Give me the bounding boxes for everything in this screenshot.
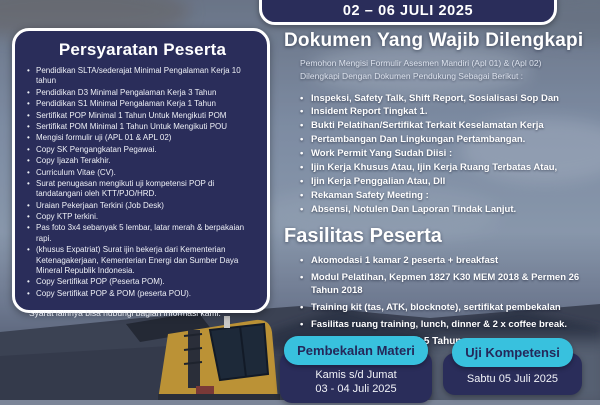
list-item: • Absensi, Notulen Dan Laporan Tindak Lanjut.	[300, 204, 586, 216]
list-item: • Copy Sertifikat POP & POM (peserta POU).	[27, 289, 258, 299]
list-item: • Modul Pelatihan, Kepmen 1827 K30 MEM 2018 & Permen 26 Tahun 2018	[300, 272, 586, 296]
list-item: • Copy Ijazah Terakhir.	[27, 156, 258, 166]
list-item: • Training kit (tas, ATK, blocknote), sertifikat pembekalan	[300, 302, 586, 314]
requirements-note: Syarat lainnya bisa hubungi bagian informasi kami.	[29, 308, 221, 319]
briefing-days: Kamis s/d Jumat	[315, 369, 397, 381]
list-item: • Pendidikan S1 Minimal Pengalaman Kerja 1 Tahun	[27, 99, 258, 109]
briefing-label: Pembekalan Materi	[297, 343, 415, 358]
list-item: • Inspeksi, Safety Talk, Shift Report, Sosialisasi Sop Dan	[300, 93, 586, 105]
requirements-title: Persyaratan Peserta	[58, 40, 227, 59]
documents-title: Dokumen Yang Wajib Dilengkapi	[284, 30, 584, 51]
list-item: • Copy Sertifikat POP (Peserta POM).	[27, 277, 258, 287]
exam-label: Uji Kompetensi	[465, 345, 560, 360]
list-item: • Ijin Kerja Khusus Atau, Ijin Kerja Ruang Terbatas Atau,	[300, 162, 586, 174]
list-item: • Pertambangan Dan Lingkungan Pertambangan.	[300, 134, 586, 146]
list-item: • Sertifikat POP Minimal 1 Tahun Untuk Mengikuti POM	[27, 111, 258, 121]
right-column	[284, 30, 586, 347]
list-item: • (khusus Expatriat) Surat ijin bekerja dari Kementerian Ketenagakerjaan, Kementerian Energi dan Sumber Daya Mineral Republik Indonesia.	[27, 245, 258, 276]
requirements-list	[27, 66, 258, 299]
facilities-title: Fasilitas Peserta	[284, 225, 442, 248]
facilities-list	[300, 255, 586, 331]
date-range-text: 02 – 06 JULI 2025	[342, 3, 474, 19]
certificate-validity-note: 5 Tahun.	[423, 336, 465, 347]
list-item: • Pendidikan D3 Minimal Pengalaman Kerja 3 Tahun	[27, 88, 258, 98]
briefing-schedule-box	[280, 336, 432, 403]
exam-schedule-box	[443, 338, 582, 395]
list-item: • Pas foto 3x4 sebanyak 5 lembar, latar merah & berpakaian rapi.	[27, 223, 258, 244]
list-item: • Ijin Kerja Penggalian Atau, Dll	[300, 176, 586, 188]
documents-list	[300, 93, 586, 217]
list-item: • Surat penugasan mengikuti uji kompetensi POP di tandatangani oleh KTT/PJO/HRD.	[27, 179, 258, 200]
list-item: • Fasilitas ruang training, lunch, dinner & 2 x coffee break.	[300, 319, 586, 331]
list-item: • Bukti Pelatihan/Sertifikat Terkait Keselamatan Kerja	[300, 120, 586, 132]
date-banner	[259, 0, 557, 25]
exam-label-pill	[452, 338, 573, 367]
list-item: • Mengisi formulir uji (APL 01 & APL 02)	[27, 133, 258, 143]
list-item: • Curriculum Vitae (CV).	[27, 168, 258, 178]
list-item: • Sertifikat POM Minimal 1 Tahun Untuk Mengikuti POU	[27, 122, 258, 132]
briefing-label-pill	[284, 336, 428, 365]
documents-subtitle: Pemohon Mengisi Formulir Asesmen Mandiri (Apl 01) & (Apl 02) Dilengkapi Dengan Dokumen Pendukung Sebagai Berikut :	[300, 58, 542, 81]
exam-date-text: Sabtu 05 Juli 2025	[466, 373, 559, 385]
list-item: • Copy KTP terkini.	[27, 212, 258, 222]
briefing-date-range: 03 - 04 Juli 2025	[315, 383, 397, 396]
list-item: • Akomodasi 1 kamar 2 peserta + breakfast	[300, 255, 586, 267]
list-item: • Copy SK Pengangkatan Pegawai.	[27, 145, 258, 155]
list-item: • Pendidikan SLTA/sederajat Minimal Pengalaman Kerja 10 tahun	[27, 66, 258, 87]
list-item: • Uraian Pekerjaan Terkini (Job Desk)	[27, 201, 258, 211]
list-item: • Rekaman Safety Meeting :	[300, 190, 586, 202]
list-item: • Insident Report Tingkat 1.	[300, 106, 586, 118]
requirements-panel	[12, 28, 270, 319]
list-item: • Work Permit Yang Sudah Diisi :	[300, 148, 586, 160]
